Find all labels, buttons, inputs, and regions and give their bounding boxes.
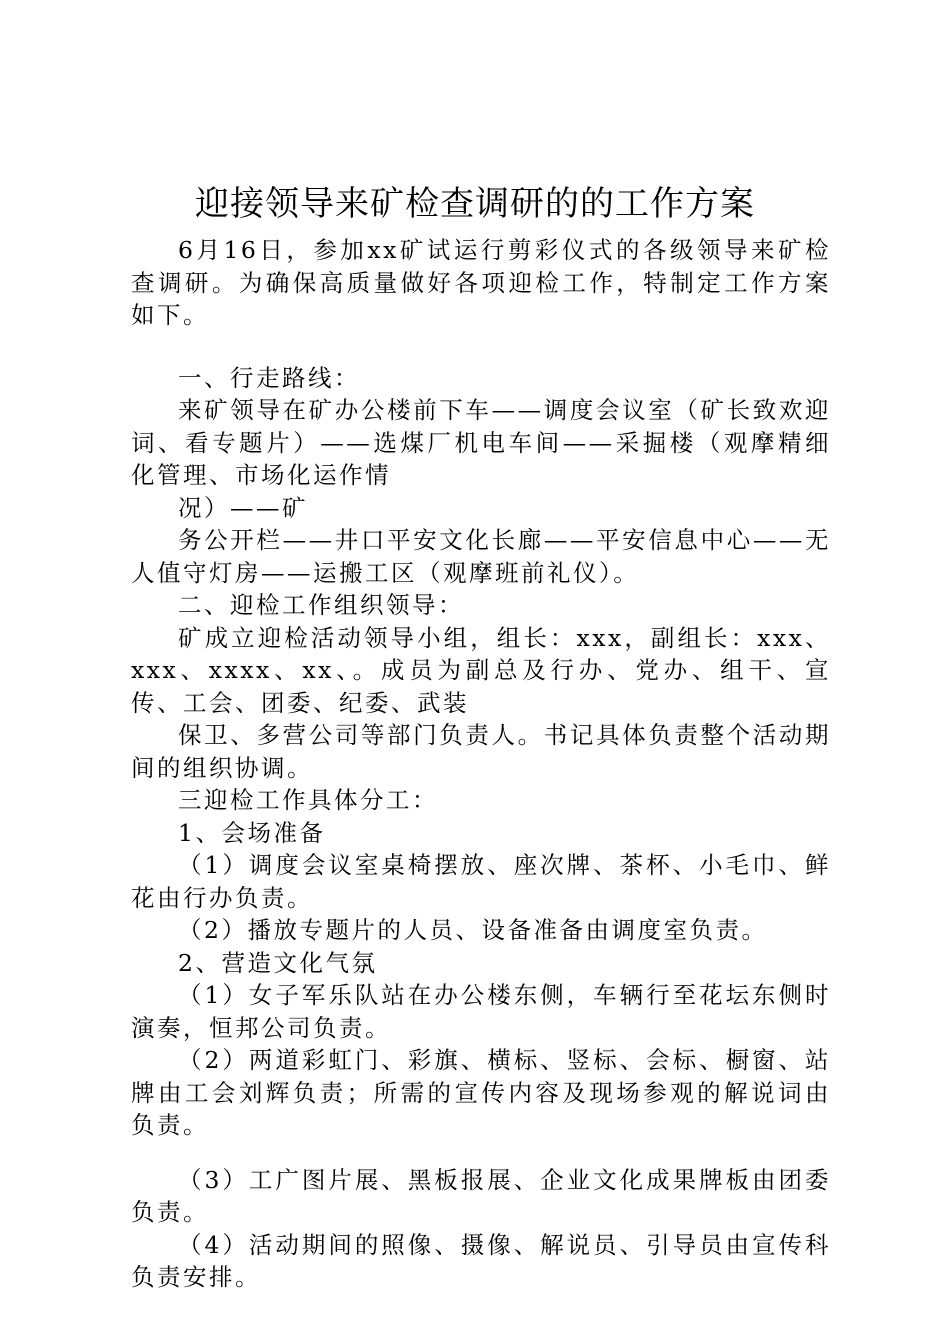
subheading-venue: 1、会场准备 — [178, 818, 326, 847]
list-item-culture-4: （4）活动期间的照像、摄像、解说员、引导员由宣传科负责安排。 — [131, 1230, 831, 1291]
subheading-culture: 2、营造文化气氛 — [178, 948, 378, 977]
section-heading-division: 三迎检工作具体分工： — [178, 786, 438, 814]
document-body — [131, 234, 831, 1294]
paragraph-leadership-part-1: 矿成立迎检活动领导小组，组长：xxx，副组长：xxx、xxx、xxxx、xx、。成员为副总及行办、党办、组干、宣传、工会、团委、纪委、武装 — [131, 623, 831, 717]
section-heading-route: 一、行走路线： — [178, 363, 360, 392]
list-item-venue-1: （1）调度会议室桌椅摆放、座次牌、茶杯、小毛巾、鲜花由行办负责。 — [131, 851, 831, 912]
paragraph-route-part-2: 况）——矿 — [178, 493, 308, 522]
paragraph-route-part-3: 务公开栏——井口平安文化长廊——平安信息中心——无人值守灯房——运搬工区（观摩班前礼仪）。 — [131, 526, 831, 587]
list-item-culture-3: （3）工广图片展、黑板报展、企业文化成果牌板由团委负责。 — [131, 1165, 831, 1226]
paragraph-intro: 6月16日，参加xx矿试运行剪彩仪式的各级领导来矿检查调研。为确保高质量做好各项迎检工作，特制定工作方案如下。 — [131, 236, 831, 329]
section-heading-leadership: 二、迎检工作组织领导： — [178, 591, 464, 619]
list-item-culture-2: （2）两道彩虹门、彩旗、横标、竖标、会标、橱窗、站牌由工会刘辉负责；所需的宣传内容及现场参观的解说词由负责。 — [131, 1046, 831, 1139]
paragraph-leadership-part-2: 保卫、多营公司等部门负责人。书记具体负责整个活动期间的组织协调。 — [131, 721, 831, 782]
paragraph-route-part-1: 来矿领导在矿办公楼前下车——调度会议室（矿长致欢迎词、看专题片）——选煤厂机电车间——采掘楼（观摩精细化管理、市场化运作情 — [131, 396, 831, 489]
list-item-venue-2: （2）播放专题片的人员、设备准备由调度室负责。 — [178, 916, 768, 944]
list-item-culture-1: （1）女子军乐队站在办公楼东侧，车辆行至花坛东侧时演奏，恒邦公司负责。 — [131, 981, 831, 1042]
document-title: 迎接领导来矿检查调研的的工作方案 — [195, 184, 755, 224]
